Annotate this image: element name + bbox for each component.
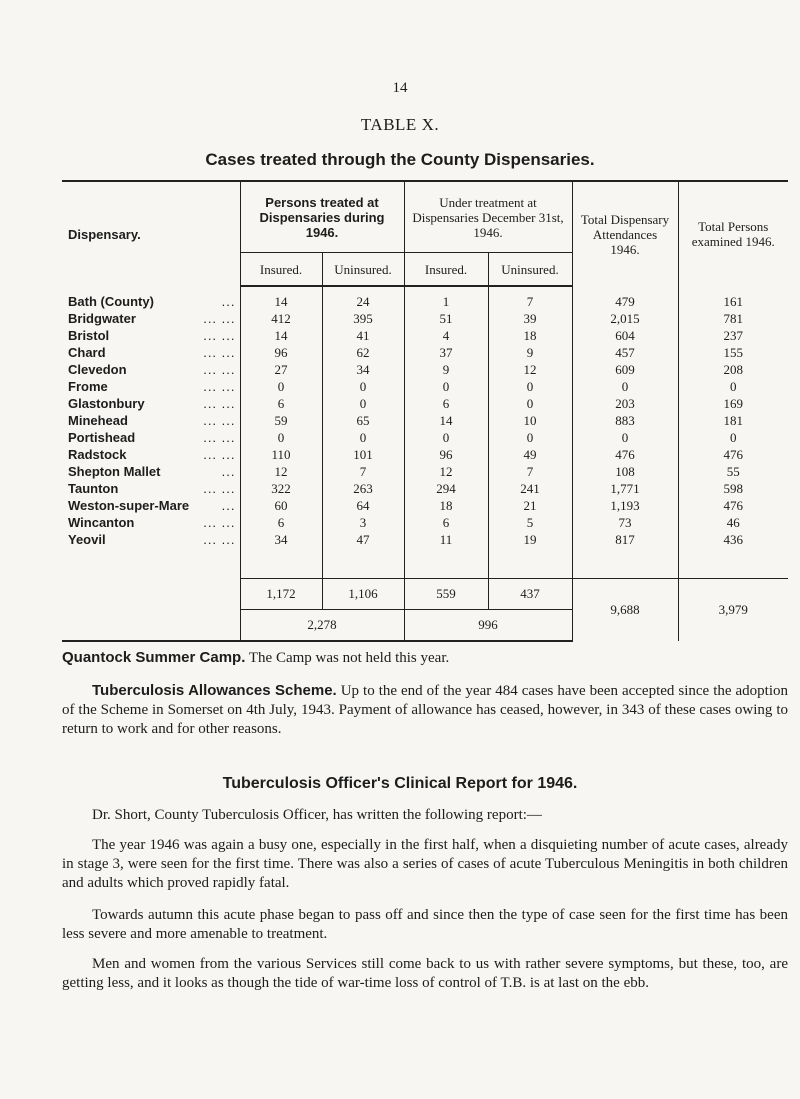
treated-uninsured-cell: 64: [322, 497, 404, 514]
dispensary-name: [62, 361, 240, 378]
treated-insured-cell: 110: [240, 446, 322, 463]
examined-cell: 55: [678, 463, 788, 480]
examined-cell: 46: [678, 514, 788, 531]
treated-uninsured-cell: 7: [322, 463, 404, 480]
table-row: [62, 531, 788, 548]
treated-insured-cell: 27: [240, 361, 322, 378]
dispensary-name-text: Shepton Mallet: [68, 464, 161, 479]
under-uninsured-cell: 10: [488, 412, 572, 429]
clinical-report-paragraph-1: The year 1946 was again a busy one, especially in the first half, when a disquieting number of acute cases, already in stage 3, were seen for the first time. There was also a series of cases of acute Tuberculous Meningitis in both children and adults which proved rapidly fatal.: [62, 837, 788, 891]
under-insured-cell: 37: [404, 344, 488, 361]
treated-uninsured-cell: 47: [322, 531, 404, 548]
table-body: [62, 286, 788, 548]
total-treated-combined: 2,278: [240, 610, 404, 642]
clinical-report-intro: Dr. Short, County Tuberculosis Officer, has written the following report:—: [92, 807, 542, 823]
under-uninsured-cell: 0: [488, 429, 572, 446]
table-row: [62, 480, 788, 497]
table-row: [62, 497, 788, 514]
table-row: [62, 395, 788, 412]
dispensary-name-text: Portishead: [68, 430, 136, 445]
under-uninsured-cell: 5: [488, 514, 572, 531]
header-under-insured: Insured.: [404, 253, 488, 287]
attendances-cell: 1,771: [572, 480, 678, 497]
attendances-cell: 457: [572, 344, 678, 361]
under-insured-cell: 96: [404, 446, 488, 463]
dispensary-name-text: Taunton: [68, 481, 119, 496]
dispensary-name: [62, 378, 240, 395]
quantock-paragraph: [62, 648, 788, 668]
dispensary-name-text: Yeovil: [68, 532, 106, 547]
treated-uninsured-cell: 41: [322, 327, 404, 344]
under-insured-cell: 4: [404, 327, 488, 344]
examined-cell: 0: [678, 429, 788, 446]
treated-insured-cell: 14: [240, 327, 322, 344]
treated-uninsured-cell: 0: [322, 395, 404, 412]
total-under-uninsured: 437: [488, 579, 572, 610]
table-row: [62, 429, 788, 446]
table-row: [62, 412, 788, 429]
attendances-cell: 1,193: [572, 497, 678, 514]
leader-dots: ... ...: [203, 345, 236, 360]
dispensary-name: [62, 286, 240, 310]
leader-dots: ...: [221, 498, 236, 513]
under-uninsured-cell: 21: [488, 497, 572, 514]
under-uninsured-cell: 19: [488, 531, 572, 548]
dispensary-name: [62, 531, 240, 548]
treated-uninsured-cell: 395: [322, 310, 404, 327]
table-row: [62, 378, 788, 395]
examined-cell: 781: [678, 310, 788, 327]
clinical-report-paragraph-2: Towards autumn this acute phase began to pass off and since then the type of case seen for the first time has been less severe and more amenable to treatment.: [62, 907, 788, 942]
dispensary-name: [62, 412, 240, 429]
header-treated-uninsured: Uninsured.: [322, 253, 404, 287]
examined-cell: 155: [678, 344, 788, 361]
treated-insured-cell: 0: [240, 378, 322, 395]
dispensary-name-text: Radstock: [68, 447, 127, 462]
treated-insured-cell: 59: [240, 412, 322, 429]
table-row: [62, 344, 788, 361]
attendances-cell: 203: [572, 395, 678, 412]
dispensary-name: [62, 310, 240, 327]
examined-cell: 208: [678, 361, 788, 378]
under-insured-cell: 1: [404, 286, 488, 310]
clinical-report-heading: Tuberculosis Officer's Clinical Report for 1946.: [222, 775, 578, 792]
total-under-combined: 996: [404, 610, 572, 642]
header-under-treatment: Under treatment at Dispensaries December 31st, 1946.: [404, 181, 572, 253]
header-total-attendances: Total Dispensary Attendances 1946.: [572, 181, 678, 286]
dispensary-name-text: Frome: [68, 379, 108, 394]
under-uninsured-cell: 9: [488, 344, 572, 361]
table-row: [62, 286, 788, 310]
treated-uninsured-cell: 34: [322, 361, 404, 378]
examined-cell: 161: [678, 286, 788, 310]
attendances-cell: 2,015: [572, 310, 678, 327]
under-uninsured-cell: 18: [488, 327, 572, 344]
treated-insured-cell: 60: [240, 497, 322, 514]
table-caption: Cases treated through the County Dispensaries.: [205, 150, 595, 169]
quantock-heading: Quantock Summer Camp.: [62, 649, 246, 666]
treated-insured-cell: 412: [240, 310, 322, 327]
under-insured-cell: 11: [404, 531, 488, 548]
leader-dots: ... ...: [203, 311, 236, 326]
allowances-paragraph: [62, 681, 788, 739]
leader-dots: ... ...: [203, 413, 236, 428]
table-row: [62, 361, 788, 378]
treated-insured-cell: 0: [240, 429, 322, 446]
under-uninsured-cell: 241: [488, 480, 572, 497]
under-insured-cell: 294: [404, 480, 488, 497]
examined-cell: 181: [678, 412, 788, 429]
attendances-cell: 883: [572, 412, 678, 429]
dispensary-name-text: Glastonbury: [68, 396, 145, 411]
treated-insured-cell: 96: [240, 344, 322, 361]
under-uninsured-cell: 7: [488, 463, 572, 480]
under-insured-cell: 14: [404, 412, 488, 429]
treated-insured-cell: 14: [240, 286, 322, 310]
attendances-cell: 73: [572, 514, 678, 531]
treated-uninsured-cell: 3: [322, 514, 404, 531]
dispensary-name-text: Bath (County): [68, 293, 154, 309]
dispensary-name: [62, 497, 240, 514]
leader-dots: ... ...: [203, 379, 236, 394]
treated-insured-cell: 6: [240, 514, 322, 531]
header-dispensary: Dispensary.: [62, 181, 240, 286]
examined-cell: 598: [678, 480, 788, 497]
allowances-text: Up to the end of the year 484 cases have been accepted since the adoption of the Scheme in Somerset on 4th July, 1943. Payment of allowance has ceased, however, in 343 of these cases owing to return to work and for other reasons.: [62, 683, 788, 737]
dispensary-table-container: [62, 180, 788, 642]
table-title: TABLE X.: [360, 115, 440, 134]
total-treated-uninsured: 1,106: [322, 579, 404, 610]
under-insured-cell: 6: [404, 514, 488, 531]
attendances-cell: 476: [572, 446, 678, 463]
treated-insured-cell: 12: [240, 463, 322, 480]
under-insured-cell: 51: [404, 310, 488, 327]
dispensary-name: [62, 446, 240, 463]
dispensary-table: [62, 180, 788, 642]
treated-uninsured-cell: 0: [322, 429, 404, 446]
dispensary-name: [62, 463, 240, 480]
under-insured-cell: 18: [404, 497, 488, 514]
treated-uninsured-cell: 101: [322, 446, 404, 463]
under-uninsured-cell: 7: [488, 286, 572, 310]
treated-uninsured-cell: 62: [322, 344, 404, 361]
dispensary-name-text: Clevedon: [68, 362, 127, 377]
attendances-cell: 0: [572, 429, 678, 446]
dispensary-name: [62, 514, 240, 531]
dispensary-name: [62, 429, 240, 446]
under-uninsured-cell: 0: [488, 395, 572, 412]
clinical-report-paragraph-3: Men and women from the various Services still come back to us with rather severe symptoms, but these, too, are getting less, and it looks as though the tide of war-time loss of control of T.B. is at last on the ebb.: [62, 956, 788, 991]
examined-cell: 476: [678, 497, 788, 514]
header-treated-insured: Insured.: [240, 253, 322, 287]
examined-cell: 476: [678, 446, 788, 463]
dispensary-name-text: Wincanton: [68, 515, 135, 530]
leader-dots: ...: [221, 293, 236, 309]
leader-dots: ... ...: [203, 481, 236, 496]
dispensary-name-text: Bridgwater: [68, 311, 136, 326]
examined-cell: 169: [678, 395, 788, 412]
leader-dots: ... ...: [203, 515, 236, 530]
treated-uninsured-cell: 24: [322, 286, 404, 310]
table-row: [62, 446, 788, 463]
under-insured-cell: 9: [404, 361, 488, 378]
treated-uninsured-cell: 65: [322, 412, 404, 429]
treated-insured-cell: 34: [240, 531, 322, 548]
dispensary-name-text: Weston-super-Mare: [68, 498, 190, 513]
leader-dots: ... ...: [203, 447, 236, 462]
dispensary-name-text: Chard: [68, 345, 106, 360]
examined-cell: 436: [678, 531, 788, 548]
table-row: [62, 310, 788, 327]
allowances-heading: Tuberculosis Allowances Scheme.: [92, 682, 337, 699]
examined-cell: 0: [678, 378, 788, 395]
quantock-text: The Camp was not held this year.: [248, 650, 450, 666]
leader-dots: ... ...: [203, 362, 236, 377]
under-insured-cell: 0: [404, 378, 488, 395]
examined-cell: 237: [678, 327, 788, 344]
under-insured-cell: 12: [404, 463, 488, 480]
treated-insured-cell: 322: [240, 480, 322, 497]
dispensary-name-text: Bristol: [68, 328, 110, 343]
header-total-examined: Total Persons examined 1946.: [678, 181, 788, 286]
total-under-insured: 559: [404, 579, 488, 610]
under-uninsured-cell: 0: [488, 378, 572, 395]
attendances-cell: 817: [572, 531, 678, 548]
attendances-cell: 479: [572, 286, 678, 310]
dispensary-name-text: Minehead: [68, 413, 128, 428]
leader-dots: ... ...: [203, 532, 236, 547]
attendances-cell: 0: [572, 378, 678, 395]
dispensary-name: [62, 327, 240, 344]
total-treated-insured: 1,172: [240, 579, 322, 610]
under-uninsured-cell: 12: [488, 361, 572, 378]
table-row: [62, 463, 788, 480]
dispensary-name: [62, 344, 240, 361]
dispensary-name: [62, 395, 240, 412]
total-attendances: 9,688: [572, 579, 678, 642]
under-uninsured-cell: 49: [488, 446, 572, 463]
attendances-cell: 108: [572, 463, 678, 480]
leader-dots: ... ...: [203, 396, 236, 411]
dispensary-name: [62, 480, 240, 497]
treated-insured-cell: 6: [240, 395, 322, 412]
page-number: 14: [392, 80, 408, 96]
leader-dots: ... ...: [203, 328, 236, 343]
table-row: [62, 514, 788, 531]
leader-dots: ... ...: [203, 430, 236, 445]
header-persons-treated: Persons treated at Dispensaries during 1946.: [240, 181, 404, 253]
table-row: [62, 327, 788, 344]
treated-uninsured-cell: 0: [322, 378, 404, 395]
attendances-cell: 609: [572, 361, 678, 378]
treated-uninsured-cell: 263: [322, 480, 404, 497]
under-uninsured-cell: 39: [488, 310, 572, 327]
attendances-cell: 604: [572, 327, 678, 344]
header-under-uninsured: Uninsured.: [488, 253, 572, 287]
under-insured-cell: 6: [404, 395, 488, 412]
leader-dots: ...: [221, 464, 236, 479]
under-insured-cell: 0: [404, 429, 488, 446]
total-examined: 3,979: [678, 579, 788, 642]
